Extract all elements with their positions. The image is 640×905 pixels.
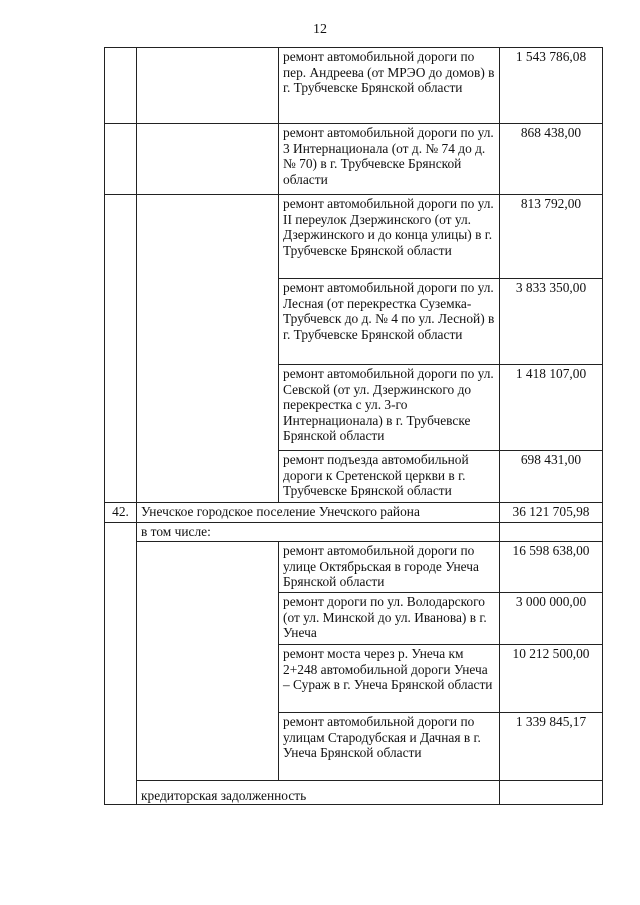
work-description: ремонт подъезда автомобильной дороги к Сретенской церкви в г. Трубчевске Брянской области [279, 451, 500, 503]
row-number-cell [105, 48, 137, 124]
budget-table [104, 47, 603, 805]
amount-cell: 3 833 350,00 [500, 279, 603, 365]
table-row-42 [105, 503, 603, 523]
including-label: в том числе: [137, 523, 500, 542]
amount-cell [500, 523, 603, 542]
work-description: ремонт автомобильной дороги по улице Октябрьская в городе Унеча Брянской области [279, 542, 500, 593]
work-description: ремонт автомобильной дороги по ул. Лесная (от перекрестка Суземка-Трубчевск до д. № 4 по ул. Лесной) в г. Трубчевске Брянской области [279, 279, 500, 365]
amount-cell: 36 121 705,98 [500, 503, 603, 523]
amount-cell: 698 431,00 [500, 451, 603, 503]
amount-cell: 868 438,00 [500, 124, 603, 195]
amount-cell [500, 781, 603, 805]
amount-cell: 1 418 107,00 [500, 365, 603, 451]
empty-cell [137, 542, 279, 781]
work-description: ремонт автомобильной дороги по ул. Севской (от ул. Дзержинского до перекрестка с ул. 3-го Интернационала) в г. Трубчевске Брянской области [279, 365, 500, 451]
work-description: ремонт автомобильной дороги по пер. Андреева (от МРЭО до домов) в г. Трубчевске Брянской области [279, 48, 500, 124]
municipality-name: Унечское городское поселение Унечского района [137, 503, 500, 523]
work-description: ремонт моста через р. Унеча км 2+248 автомобильной дороги Унеча – Сураж в г. Унеча Брянской области [279, 645, 500, 713]
table-row-including [105, 523, 603, 542]
table-row [105, 48, 603, 124]
amount-cell: 1 339 845,17 [500, 713, 603, 781]
table-row [105, 124, 603, 195]
work-description: ремонт дороги по ул. Володарского (от ул. Минской до ул. Иванова) в г. Унеча [279, 593, 500, 645]
work-description: ремонт автомобильной дороги по улицам Стародубская и Дачная в г. Унеча Брянской области [279, 713, 500, 781]
table-row-creditor [105, 781, 603, 805]
empty-cell [137, 124, 279, 195]
work-description: ремонт автомобильной дороги по ул. II переулок Дзержинского (от ул. Дзержинского и до конца улицы) в г. Трубчевске Брянской области [279, 195, 500, 279]
empty-cell [137, 195, 279, 503]
amount-cell: 16 598 638,00 [500, 542, 603, 593]
amount-cell: 1 543 786,08 [500, 48, 603, 124]
row-number-cell [105, 523, 137, 805]
table-row [105, 542, 603, 593]
amount-cell: 3 000 000,00 [500, 593, 603, 645]
empty-cell [137, 48, 279, 124]
amount-cell: 10 212 500,00 [500, 645, 603, 713]
page-number: 12 [313, 22, 327, 37]
amount-cell: 813 792,00 [500, 195, 603, 279]
table-row [105, 195, 603, 279]
work-description: ремонт автомобильной дороги по ул. 3 Интернационала (от д. № 74 до д. № 70) в г. Трубчевске Брянской области [279, 124, 500, 195]
creditor-label: кредиторская задолженность [137, 781, 500, 805]
row-number-cell [105, 195, 137, 503]
row-number-cell: 42. [105, 503, 137, 523]
row-number-cell [105, 124, 137, 195]
